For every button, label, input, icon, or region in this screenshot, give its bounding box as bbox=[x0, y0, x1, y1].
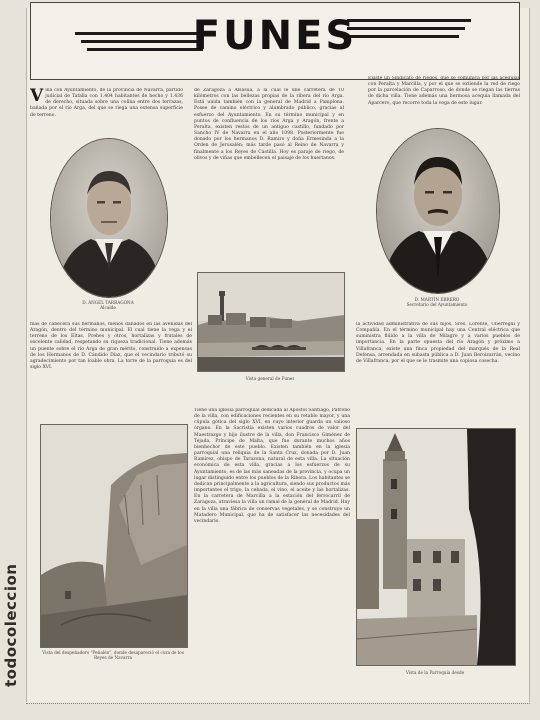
mayor-role: Alcalde bbox=[100, 305, 116, 310]
cliff-photo bbox=[40, 424, 188, 648]
drop-cap: V bbox=[30, 88, 44, 106]
bridge-paragraph: mas de cabecera sus hermanos, menos dañados en las avenidas del Aragón, dentro del término municipal. El cual tiene la vega y el terreno de los Eltas, Prehes y otros, hortalizas y frutales de excelente calidad, respetando su riqueza tradicional. Tiene además un puente sobre el río Arga de gran mérito, construido a expensas de los Hermanos de D. Cándido Díaz, que el vecindario tributó su agradecimiento por tan loable obra. La torre de la parroquia es del siglo XVI. bbox=[30, 322, 192, 371]
text-column-2-bottom bbox=[194, 408, 350, 698]
secretary-name: D. MARTÍN ERRERO bbox=[414, 297, 460, 302]
panorama-caption: Vista general de Funes bbox=[245, 376, 295, 381]
tower-image bbox=[357, 429, 515, 665]
text-column-3-top bbox=[368, 76, 520, 122]
todocoleccion-watermark: todocoleccion bbox=[2, 563, 20, 687]
cliff-image bbox=[41, 425, 187, 647]
masthead bbox=[30, 2, 520, 80]
text-column-3-mid bbox=[356, 322, 520, 418]
page-bottom-border bbox=[26, 703, 530, 710]
mayor-portrait bbox=[50, 138, 168, 298]
history-paragraph: de Zaragoza a Alsasua, a la cual le une carretera de 10 kilómetros con las bellezas propias de la ribera del río Arga. Está unida también con la general de Madrid a Pamplona. Posee de camino eléctrico y alumbrado público, gracias al esfuerzo del Ayuntamiento. En su término municipal y en puntos de confluencia de los ríos Arga y Aragón, frente a Peralta, existen restos de un antiguo castillo, fundado por Sancho IV de Navarra en el año 1098. Posteriormente fue donado por los hermanos D. Ramiro y doña Ermesinda a la Orden de Jerusalén; más tarde pasó al Reino de Navarra y finalmente a los Reyes de Castilla. Hoy es paraje de riego, de olivos y de viñas que embellecen el paisaje de los huertanos. bbox=[194, 88, 344, 161]
panorama-image bbox=[198, 273, 344, 371]
parish-tower-photo bbox=[356, 428, 516, 666]
town-panorama-photo bbox=[197, 272, 345, 372]
tower-caption: Vista de la Parroquia desde bbox=[405, 670, 465, 675]
mayor-name: D. ÁNGEL TARRAGONA bbox=[82, 300, 134, 305]
mayor-photo bbox=[51, 139, 167, 297]
secretary-photo bbox=[377, 129, 499, 293]
secretary-caption bbox=[376, 297, 498, 307]
text-column-1-mid bbox=[30, 322, 192, 418]
industry-paragraph: la actividad administrativa de sus hijos, Sres. Lorente, Uberregui y Compañía. En el término municipal hay una Central eléctrica que suministra flúido a la villa de Milagro y a varios pueblos de importancia. En la parte opuesta del río Aragón y próximo a Villafranca, existe una finca propiedad del marqués de la Real Defensa, arrendada en subasta pública a D. Juan Beroizarrán, vecino de Villafranca, por el que se le trasmite una copiosa cosecha. bbox=[356, 322, 520, 364]
page-title: FUNES bbox=[192, 13, 358, 59]
secretary-role: Secretario del Ayuntamiento bbox=[406, 302, 468, 307]
irrigation-paragraph: Existe un Sindicato de riegos, que se comunica por las acequias con Peralta y Marcilla, y por el que se extiende la red de riego por la parcelación de Caparroso, de donde se riegan las tierras de dicha villa. Tiene además una hermosa acequia llamada del Aparcero, que recorre toda la vega de este lugar. bbox=[368, 76, 520, 106]
intro-paragraph: illa con Ayuntamiento, de la provincia de Navarra, partido judicial de Tafalla con 1.404 habitantes de hecho y 1.436 de derecho, situada sobre una colina entre dos terrazas, bañada por el río Arga, del que se riega una extensa superficie de terreno. bbox=[30, 88, 183, 118]
church-paragraph: Tiene una iglesia parroquial dedicada al Apóstol Santiago, Patrono de la villa, con edificaciones recientes en su retablo mayor, y una cúpula gótica del siglo XVI, en cuyo interior guarda un valioso órgano. En la Sacristía existen varios cuadros de valor del Maestrazgo y hijo ilustre de la villa, don Francisco Giménez de Tejada, Príncipe de Malta, que fue durante muchos años bienhechor de este pueblo. Existen también en la iglesia parroquial una reliquia de la Santa Cruz, donada por D. Juan Ramírez, obispo de Tarazona, natural de esta villa. La situación económica de esta villa, gracias a los esfuerzos de su Ayuntamiento, es de las más saneadas de la provincia, y ocupa un lugar distinguido entre los pueblos de la Ribera. Los habitantes se dedican principalmente a la agricultura, siendo sus productos más importantes el trigo, la cebada, el vino, el aceite y las hortalizas. En la carretera de Marcilla a la estación del ferrocarril de Zaragoza, atraviesa la villa un ramal de la general de Madrid. Hay en la villa una fábrica de conservas vegetales, y se construye un Matadero Municipal, que ha de satisfacer las necesidades del vecindario. bbox=[194, 408, 350, 524]
mayor-caption bbox=[50, 300, 166, 310]
secretary-portrait bbox=[376, 128, 500, 294]
cliff-caption: Vista del despeñadero "Peñalén", donde desapareció el cura de los Reyes de Navarra bbox=[42, 650, 184, 660]
text-column-1-top bbox=[30, 88, 183, 134]
text-column-2-top bbox=[194, 88, 344, 266]
